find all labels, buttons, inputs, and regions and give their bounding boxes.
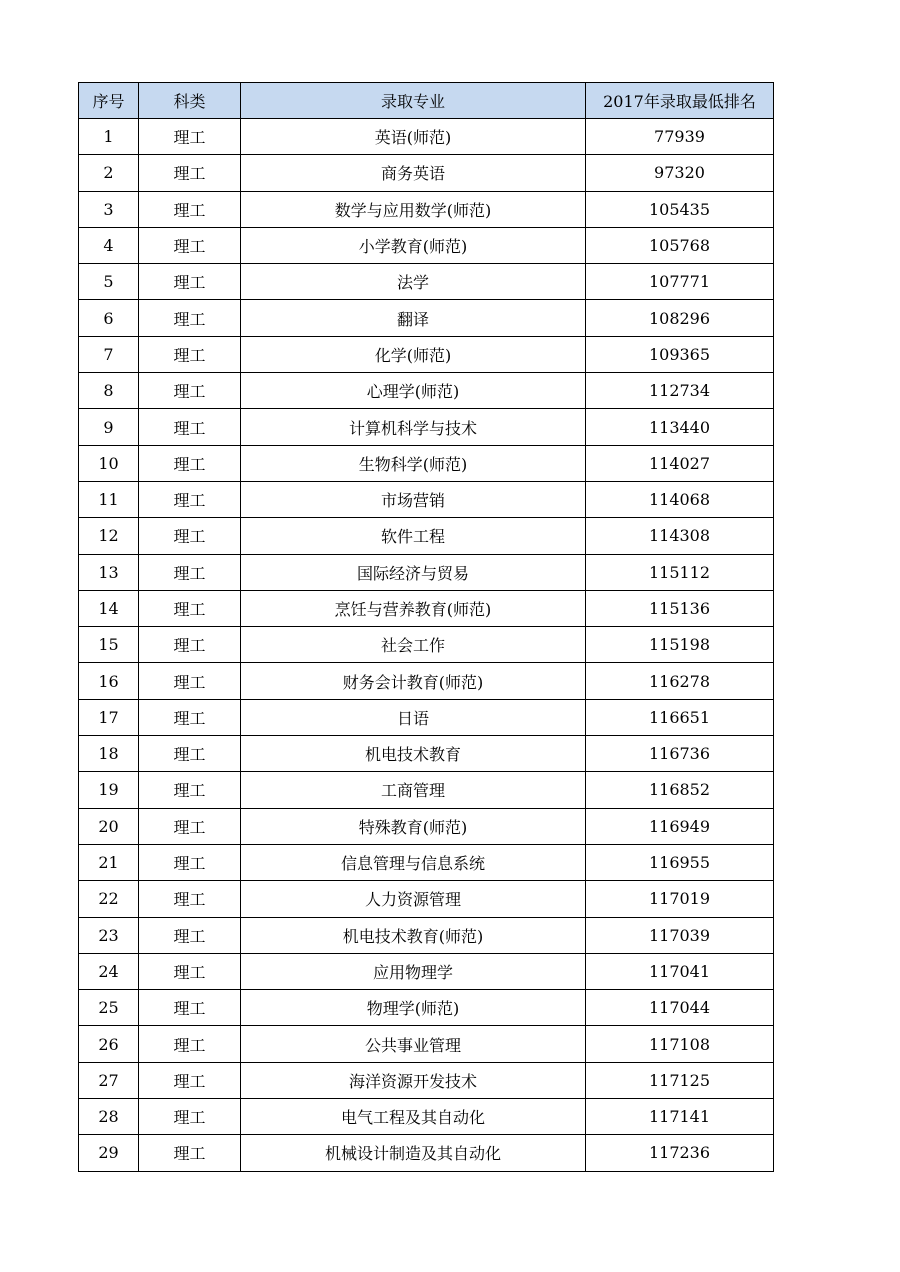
row-index-cell: 3 [79, 191, 139, 227]
row-category-cell: 理工 [139, 917, 241, 953]
row-major-cell: 海洋资源开发技术 [241, 1062, 586, 1098]
table-row [79, 373, 774, 409]
table-row [79, 699, 774, 735]
row-category-cell: 理工 [139, 227, 241, 263]
row-rank-cell: 105768 [586, 227, 774, 263]
row-index-cell: 29 [79, 1135, 139, 1171]
row-index-cell: 6 [79, 300, 139, 336]
row-index-cell: 18 [79, 736, 139, 772]
table-row [79, 191, 774, 227]
row-major-cell: 翻译 [241, 300, 586, 336]
row-major-cell: 小学教育(师范) [241, 227, 586, 263]
row-index-cell: 2 [79, 155, 139, 191]
row-category-cell: 理工 [139, 445, 241, 481]
row-category-cell: 理工 [139, 1026, 241, 1062]
row-index-cell: 19 [79, 772, 139, 808]
row-rank-cell: 116949 [586, 808, 774, 844]
row-major-cell: 化学(师范) [241, 336, 586, 372]
row-index-cell: 22 [79, 881, 139, 917]
row-category-cell: 理工 [139, 155, 241, 191]
row-rank-cell: 116852 [586, 772, 774, 808]
header-rank: 2017年录取最低排名 [586, 83, 774, 119]
row-index-cell: 15 [79, 627, 139, 663]
table-row [79, 1026, 774, 1062]
row-index-cell: 9 [79, 409, 139, 445]
row-index-cell: 5 [79, 264, 139, 300]
row-rank-cell: 107771 [586, 264, 774, 300]
row-category-cell: 理工 [139, 409, 241, 445]
table-row [79, 663, 774, 699]
row-category-cell: 理工 [139, 699, 241, 735]
row-rank-cell: 117019 [586, 881, 774, 917]
row-rank-cell: 116651 [586, 699, 774, 735]
row-category-cell: 理工 [139, 191, 241, 227]
header-major: 录取专业 [241, 83, 586, 119]
row-major-cell: 机电技术教育(师范) [241, 917, 586, 953]
row-rank-cell: 115136 [586, 590, 774, 626]
table-row [79, 808, 774, 844]
row-major-cell: 机电技术教育 [241, 736, 586, 772]
table-row [79, 300, 774, 336]
row-category-cell: 理工 [139, 953, 241, 989]
row-category-cell: 理工 [139, 119, 241, 155]
table-header-row [79, 83, 774, 119]
row-category-cell: 理工 [139, 554, 241, 590]
table-row [79, 119, 774, 155]
table-row [79, 155, 774, 191]
row-category-cell: 理工 [139, 881, 241, 917]
row-index-cell: 1 [79, 119, 139, 155]
row-category-cell: 理工 [139, 844, 241, 880]
row-major-cell: 特殊教育(师范) [241, 808, 586, 844]
row-major-cell: 英语(师范) [241, 119, 586, 155]
row-index-cell: 27 [79, 1062, 139, 1098]
row-category-cell: 理工 [139, 736, 241, 772]
row-index-cell: 13 [79, 554, 139, 590]
row-category-cell: 理工 [139, 808, 241, 844]
table-row [79, 409, 774, 445]
row-major-cell: 电气工程及其自动化 [241, 1099, 586, 1135]
row-category-cell: 理工 [139, 990, 241, 1026]
row-category-cell: 理工 [139, 663, 241, 699]
row-index-cell: 7 [79, 336, 139, 372]
table-row [79, 518, 774, 554]
table-row [79, 481, 774, 517]
row-rank-cell: 117044 [586, 990, 774, 1026]
row-major-cell: 法学 [241, 264, 586, 300]
row-major-cell: 人力资源管理 [241, 881, 586, 917]
row-category-cell: 理工 [139, 373, 241, 409]
row-major-cell: 财务会计教育(师范) [241, 663, 586, 699]
row-rank-cell: 115198 [586, 627, 774, 663]
table-row [79, 772, 774, 808]
table-row [79, 844, 774, 880]
admission-rank-table [78, 82, 774, 1172]
table-row [79, 736, 774, 772]
table-row [79, 953, 774, 989]
row-category-cell: 理工 [139, 300, 241, 336]
row-category-cell: 理工 [139, 336, 241, 372]
row-rank-cell: 77939 [586, 119, 774, 155]
row-index-cell: 17 [79, 699, 139, 735]
row-rank-cell: 117041 [586, 953, 774, 989]
row-rank-cell: 117108 [586, 1026, 774, 1062]
table-row [79, 1062, 774, 1098]
table-row [79, 1099, 774, 1135]
row-index-cell: 11 [79, 481, 139, 517]
row-major-cell: 数学与应用数学(师范) [241, 191, 586, 227]
row-index-cell: 10 [79, 445, 139, 481]
row-index-cell: 4 [79, 227, 139, 263]
row-category-cell: 理工 [139, 481, 241, 517]
table-body [79, 119, 774, 1172]
row-category-cell: 理工 [139, 264, 241, 300]
row-index-cell: 20 [79, 808, 139, 844]
row-major-cell: 市场营销 [241, 481, 586, 517]
row-index-cell: 23 [79, 917, 139, 953]
row-index-cell: 24 [79, 953, 139, 989]
row-index-cell: 14 [79, 590, 139, 626]
row-major-cell: 计算机科学与技术 [241, 409, 586, 445]
row-rank-cell: 115112 [586, 554, 774, 590]
table-row [79, 227, 774, 263]
table-row [79, 554, 774, 590]
row-rank-cell: 116736 [586, 736, 774, 772]
row-rank-cell: 97320 [586, 155, 774, 191]
row-category-cell: 理工 [139, 1099, 241, 1135]
table-row [79, 1135, 774, 1171]
header-index: 序号 [79, 83, 139, 119]
row-major-cell: 物理学(师范) [241, 990, 586, 1026]
row-category-cell: 理工 [139, 1062, 241, 1098]
row-major-cell: 信息管理与信息系统 [241, 844, 586, 880]
header-category: 科类 [139, 83, 241, 119]
row-major-cell: 心理学(师范) [241, 373, 586, 409]
table-row [79, 445, 774, 481]
row-major-cell: 烹饪与营养教育(师范) [241, 590, 586, 626]
row-category-cell: 理工 [139, 590, 241, 626]
row-major-cell: 商务英语 [241, 155, 586, 191]
row-index-cell: 8 [79, 373, 139, 409]
row-major-cell: 生物科学(师范) [241, 445, 586, 481]
row-index-cell: 25 [79, 990, 139, 1026]
row-major-cell: 软件工程 [241, 518, 586, 554]
row-rank-cell: 114308 [586, 518, 774, 554]
row-major-cell: 国际经济与贸易 [241, 554, 586, 590]
row-category-cell: 理工 [139, 627, 241, 663]
row-rank-cell: 117141 [586, 1099, 774, 1135]
row-rank-cell: 112734 [586, 373, 774, 409]
table-row [79, 917, 774, 953]
row-category-cell: 理工 [139, 772, 241, 808]
row-index-cell: 12 [79, 518, 139, 554]
row-major-cell: 社会工作 [241, 627, 586, 663]
row-rank-cell: 108296 [586, 300, 774, 336]
row-index-cell: 26 [79, 1026, 139, 1062]
row-rank-cell: 117236 [586, 1135, 774, 1171]
table-row [79, 627, 774, 663]
table-row [79, 990, 774, 1026]
row-major-cell: 日语 [241, 699, 586, 735]
table-row [79, 881, 774, 917]
row-index-cell: 16 [79, 663, 139, 699]
row-rank-cell: 114027 [586, 445, 774, 481]
row-rank-cell: 117039 [586, 917, 774, 953]
row-rank-cell: 116278 [586, 663, 774, 699]
row-rank-cell: 113440 [586, 409, 774, 445]
row-major-cell: 公共事业管理 [241, 1026, 586, 1062]
row-major-cell: 应用物理学 [241, 953, 586, 989]
row-rank-cell: 109365 [586, 336, 774, 372]
row-major-cell: 工商管理 [241, 772, 586, 808]
row-major-cell: 机械设计制造及其自动化 [241, 1135, 586, 1171]
row-index-cell: 28 [79, 1099, 139, 1135]
table-row [79, 336, 774, 372]
row-rank-cell: 116955 [586, 844, 774, 880]
table-row [79, 590, 774, 626]
row-rank-cell: 105435 [586, 191, 774, 227]
row-rank-cell: 114068 [586, 481, 774, 517]
row-category-cell: 理工 [139, 1135, 241, 1171]
row-rank-cell: 117125 [586, 1062, 774, 1098]
row-index-cell: 21 [79, 844, 139, 880]
table-row [79, 264, 774, 300]
row-category-cell: 理工 [139, 518, 241, 554]
